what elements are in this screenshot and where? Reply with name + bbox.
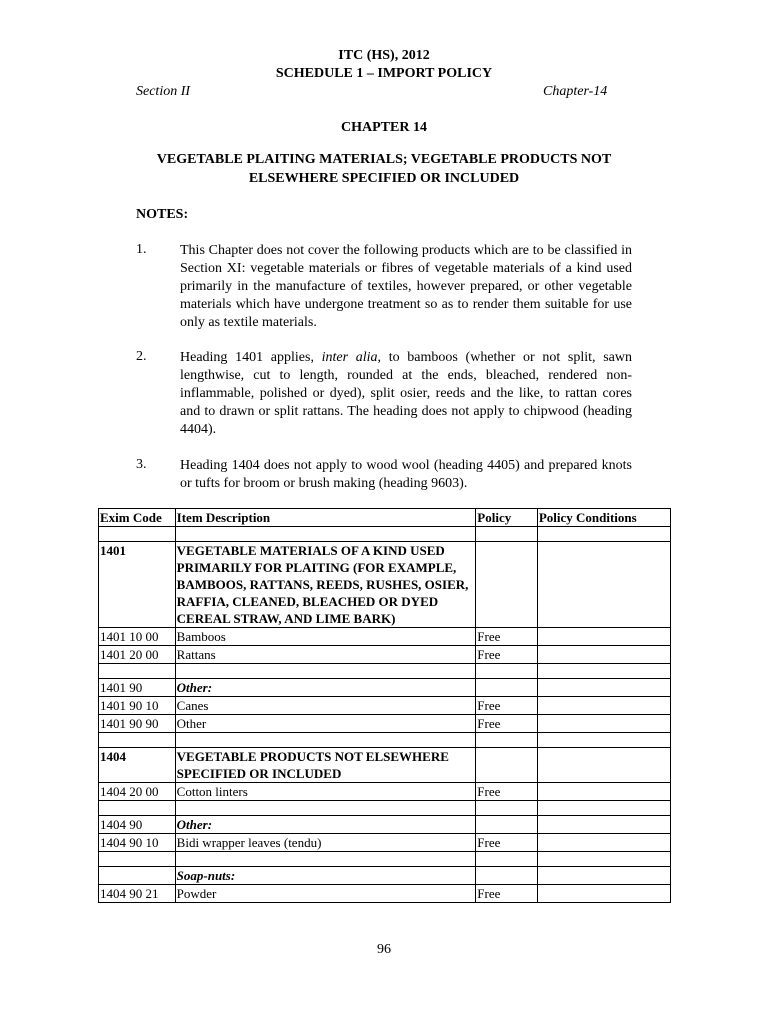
table-body	[99, 527, 671, 903]
empty-cell	[537, 664, 670, 679]
empty-cell	[476, 852, 538, 867]
table-header-row	[99, 509, 671, 527]
table-row	[99, 748, 671, 783]
exim-code-cell: 1401 10 00	[99, 628, 176, 646]
table-row	[99, 697, 671, 715]
note-text: Heading 1401 applies, inter alia, to bamboos (whether or not split, sawn lengthwise, cut to length, rounded at the ends, bleached, rendered non-inflammable, polished or dyed), split osier, reeds and the like, to rattan cores and to drawn or split rattans. The heading does not apply to chipwood (heading 4404).	[180, 350, 632, 437]
item-description-cell: Soap-nuts:	[175, 867, 476, 885]
empty-cell	[99, 527, 176, 542]
table-row	[99, 801, 671, 816]
empty-cell	[99, 733, 176, 748]
policy-cell: Free	[476, 834, 538, 852]
policy-cell	[476, 542, 538, 628]
empty-cell	[175, 801, 476, 816]
item-description-cell: Powder	[175, 885, 476, 903]
note-number: 2.	[136, 349, 147, 364]
empty-cell	[99, 664, 176, 679]
policy-cell	[476, 748, 538, 783]
policy-cell: Free	[476, 628, 538, 646]
empty-cell	[175, 527, 476, 542]
empty-cell	[175, 664, 476, 679]
chapter-subtitle-line1: VEGETABLE PLAITING MATERIALS; VEGETABLE PRODUCTS NOT	[156, 152, 612, 167]
column-header-policy: Policy	[476, 509, 538, 527]
exim-code-cell: 1404 90 10	[99, 834, 176, 852]
exim-code-cell: 1401 90 10	[99, 697, 176, 715]
header-title: ITC (HS), 2012	[338, 48, 430, 63]
policy-conditions-cell	[537, 867, 670, 885]
table-row	[99, 542, 671, 628]
column-header-exim-code: Exim Code	[99, 509, 176, 527]
table-row	[99, 885, 671, 903]
policy-conditions-cell	[537, 748, 670, 783]
table-row	[99, 852, 671, 867]
item-description-cell: VEGETABLE MATERIALS OF A KIND USED PRIMARILY FOR PLAITING (FOR EXAMPLE, BAMBOOS, RATTANS, REEDS, RUSHES, OSIER, RAFFIA, CLEANED, BLEACHED OR DYED CEREAL STRAW, AND LIME BARK)	[175, 542, 476, 628]
policy-conditions-cell	[537, 542, 670, 628]
policy-conditions-cell	[537, 646, 670, 664]
note-text: This Chapter does not cover the following products which are to be classified in Section XI: vegetable materials or fibres of vegetable materials of a kind used primarily in the manufacture of textiles, however prepared, or other vegetable materials which have undergone treatment so as to render them suitable for use only as textile materials.	[180, 243, 632, 330]
empty-cell	[537, 527, 670, 542]
exim-code-cell: 1401 90	[99, 679, 176, 697]
policy-conditions-cell	[537, 816, 670, 834]
empty-cell	[99, 852, 176, 867]
item-description-cell: Bamboos	[175, 628, 476, 646]
table-row	[99, 733, 671, 748]
exim-code-cell: 1404	[99, 748, 176, 783]
policy-cell: Free	[476, 783, 538, 801]
notes-heading: NOTES:	[136, 207, 189, 222]
exim-code-cell: 1404 90	[99, 816, 176, 834]
empty-cell	[476, 664, 538, 679]
table-row	[99, 783, 671, 801]
policy-cell: Free	[476, 646, 538, 664]
policy-conditions-cell	[537, 715, 670, 733]
exim-code-cell: 1401	[99, 542, 176, 628]
table-row	[99, 867, 671, 885]
import-policy-table	[98, 508, 671, 903]
item-description-cell: Other:	[175, 679, 476, 697]
policy-cell: Free	[476, 697, 538, 715]
header-section: Section II	[136, 84, 191, 99]
item-description-cell: Other	[175, 715, 476, 733]
exim-code-cell: 1404 90 21	[99, 885, 176, 903]
empty-cell	[476, 733, 538, 748]
policy-conditions-cell	[537, 834, 670, 852]
policy-cell	[476, 679, 538, 697]
policy-conditions-cell	[537, 628, 670, 646]
column-header-item-description: Item Description	[175, 509, 476, 527]
table-row	[99, 679, 671, 697]
note-number: 3.	[136, 457, 147, 472]
table-row	[99, 834, 671, 852]
policy-conditions-cell	[537, 783, 670, 801]
chapter-subtitle-line2: ELSEWHERE SPECIFIED OR INCLUDED	[248, 171, 520, 186]
item-description-cell: Bidi wrapper leaves (tendu)	[175, 834, 476, 852]
policy-conditions-cell	[537, 697, 670, 715]
table-row	[99, 715, 671, 733]
empty-cell	[175, 852, 476, 867]
note-text: Heading 1404 does not apply to wood wool (heading 4405) and prepared knots or tufts for broom or brush making (heading 9603).	[180, 458, 632, 491]
item-description-cell: Rattans	[175, 646, 476, 664]
exim-code-cell	[99, 867, 176, 885]
column-header-policy-conditions: Policy Conditions	[537, 509, 670, 527]
table-row	[99, 628, 671, 646]
policy-cell: Free	[476, 885, 538, 903]
empty-cell	[175, 733, 476, 748]
empty-cell	[476, 527, 538, 542]
item-description-cell: VEGETABLE PRODUCTS NOT ELSEWHERE SPECIFIED OR INCLUDED	[175, 748, 476, 783]
table-row	[99, 816, 671, 834]
policy-cell	[476, 816, 538, 834]
exim-code-cell: 1401 20 00	[99, 646, 176, 664]
item-description-cell: Canes	[175, 697, 476, 715]
policy-cell: Free	[476, 715, 538, 733]
empty-cell	[537, 801, 670, 816]
policy-conditions-cell	[537, 679, 670, 697]
header-chapter-ref: Chapter-14	[543, 84, 608, 99]
exim-code-cell: 1404 20 00	[99, 783, 176, 801]
item-description-cell: Cotton linters	[175, 783, 476, 801]
table-row	[99, 646, 671, 664]
table-row	[99, 664, 671, 679]
note-number: 1.	[136, 242, 147, 257]
exim-code-cell: 1401 90 90	[99, 715, 176, 733]
empty-cell	[99, 801, 176, 816]
policy-conditions-cell	[537, 885, 670, 903]
item-description-cell: Other:	[175, 816, 476, 834]
page-number: 96	[377, 942, 391, 957]
header-schedule: SCHEDULE 1 – IMPORT POLICY	[275, 66, 493, 81]
table-row	[99, 527, 671, 542]
chapter-title: CHAPTER 14	[341, 120, 427, 135]
empty-cell	[476, 801, 538, 816]
empty-cell	[537, 733, 670, 748]
empty-cell	[537, 852, 670, 867]
policy-cell	[476, 867, 538, 885]
